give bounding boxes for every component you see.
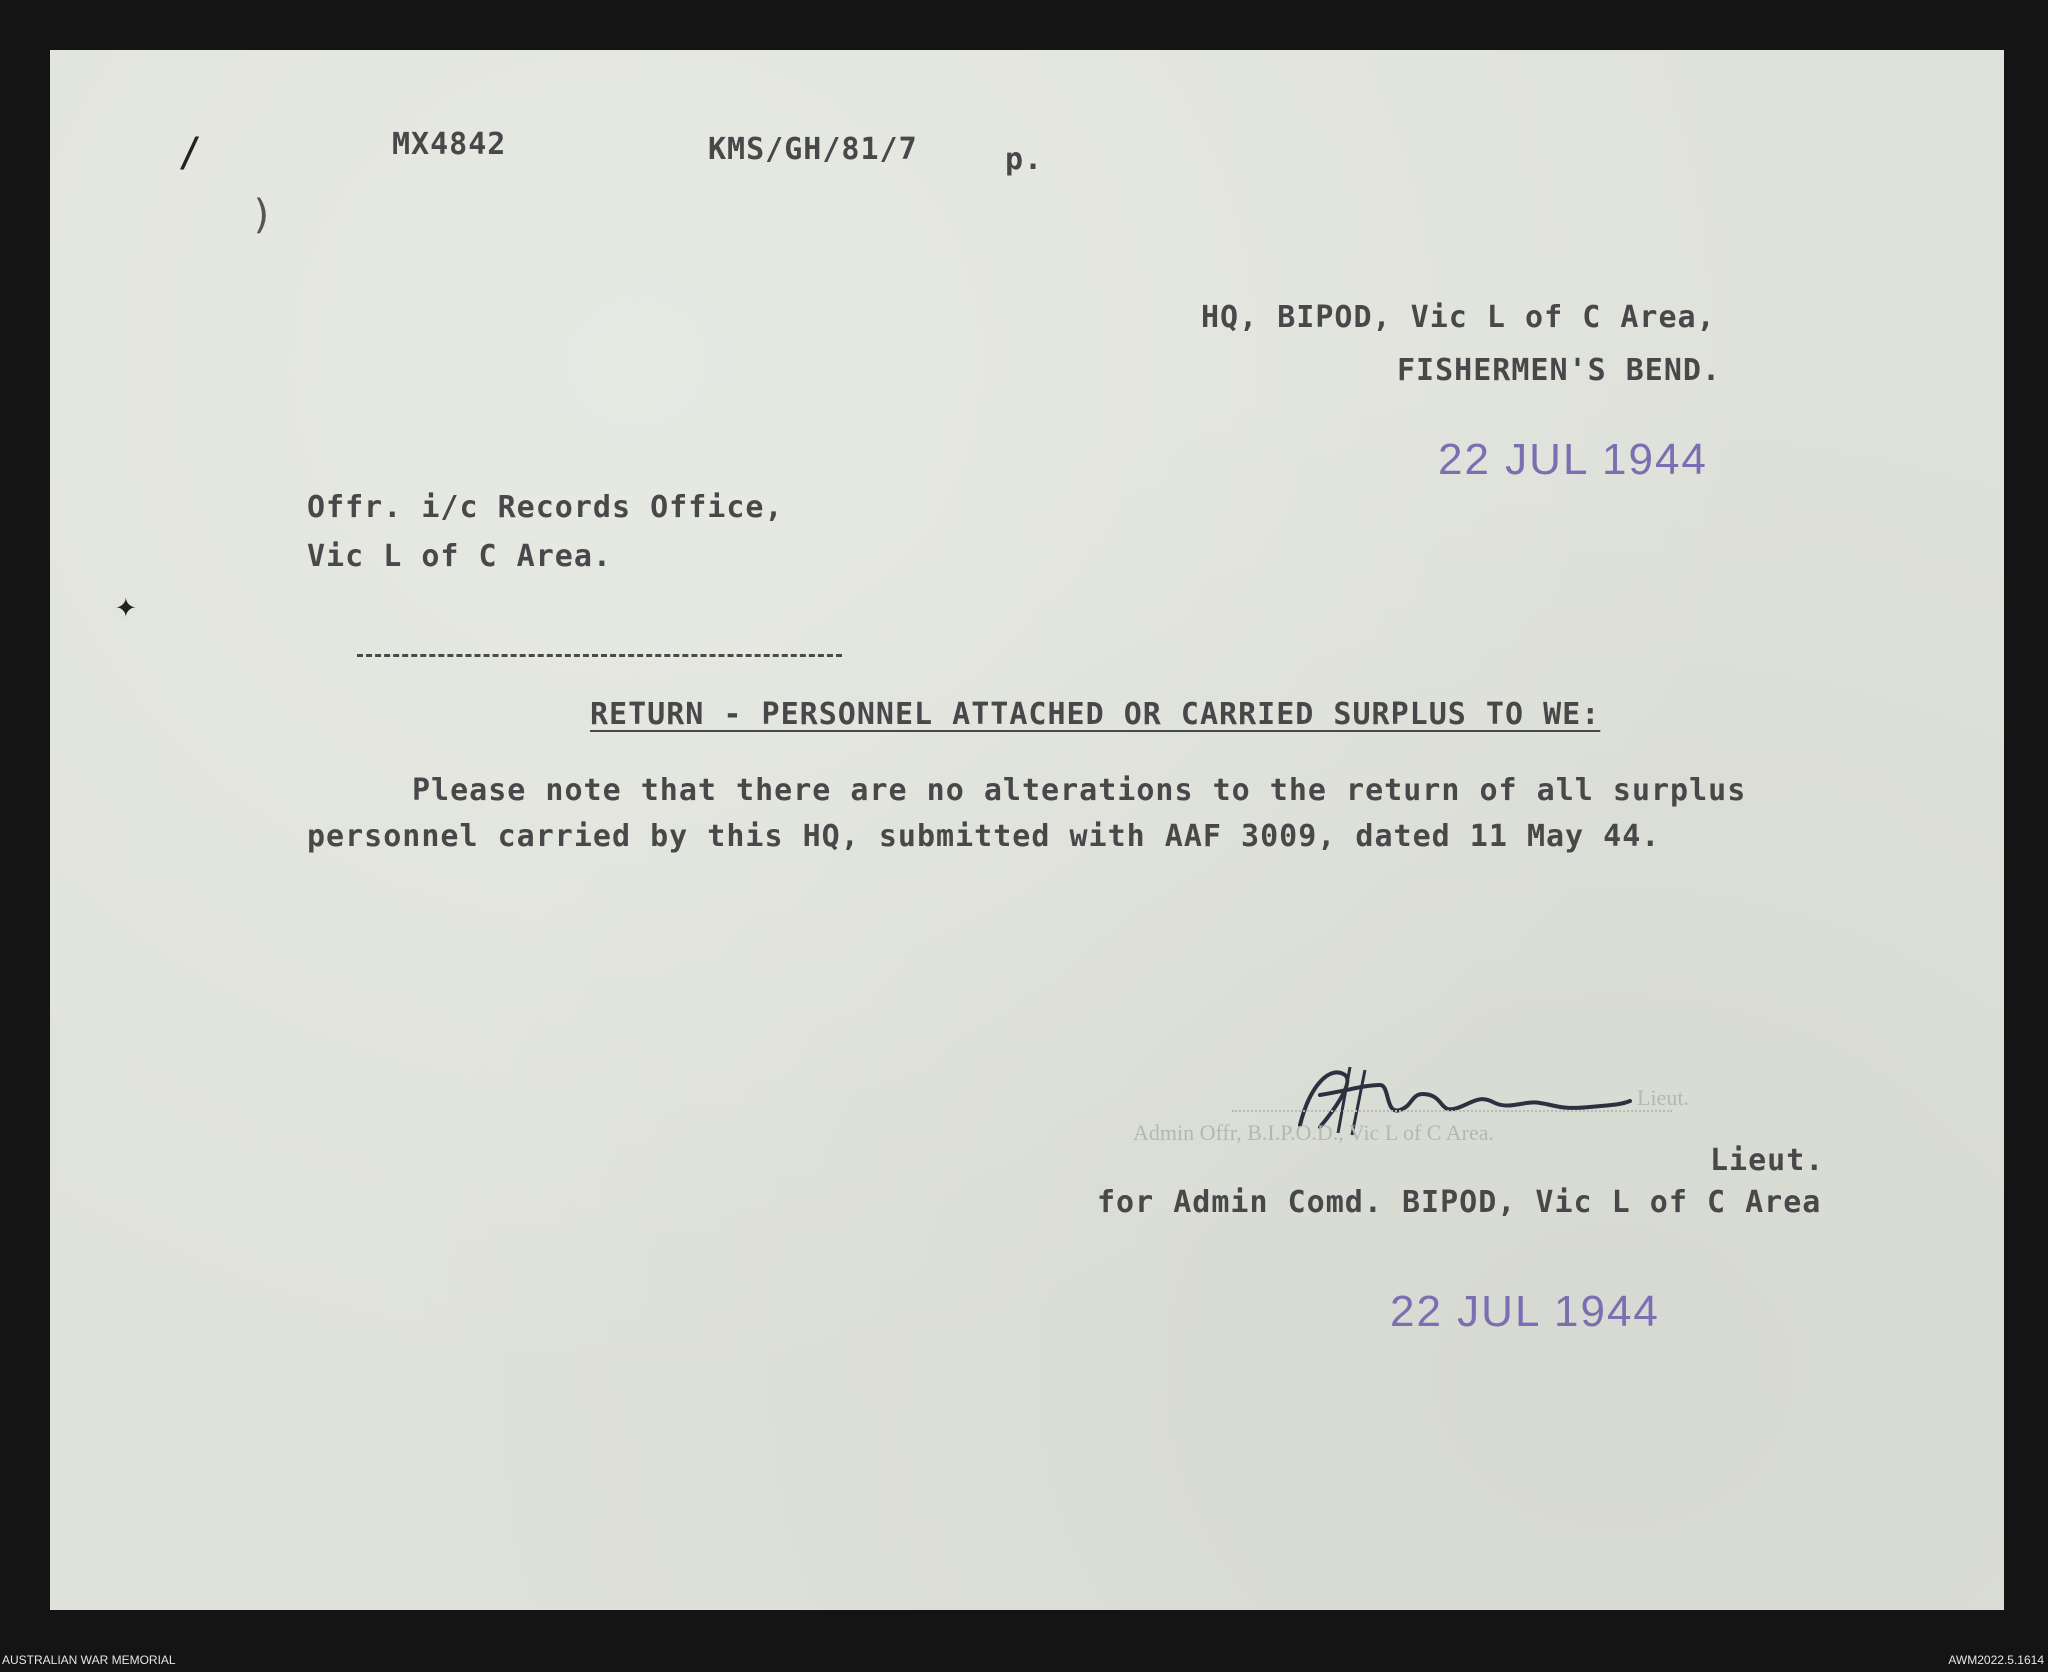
punch-hole-icon: ✦ [115, 585, 137, 626]
pencil-mark-icon: ) [250, 192, 275, 238]
signoff-rank: Lieut. [1710, 1143, 1825, 1178]
recipient-line1: Offr. i/c Records Office, [307, 490, 784, 525]
date-stamp-top: 22 JUL 1944 [1438, 435, 1708, 484]
sender-address-line2: FISHERMEN'S BEND. [1397, 353, 1722, 388]
date-stamp-bottom: 22 JUL 1944 [1390, 1287, 1660, 1336]
recipient-line2: Vic L of C Area. [307, 539, 612, 574]
file-reference: KMS/GH/81/7 [708, 132, 918, 167]
document-page [50, 50, 2004, 1610]
body-line1: Please note that there are no alterations to the return of all surplus [412, 773, 1747, 808]
divider-line [357, 654, 842, 657]
subject-heading: RETURN - PERSONNEL ATTACHED OR CARRIED SURPLUS TO WE: [590, 697, 1601, 732]
body-line2: personnel carried by this HQ, submitted with AAF 3009, dated 11 May 44. [307, 819, 1661, 854]
faded-stamp-title: Admin Offr, B.I.P.O.D., Vic L of C Area. [1133, 1120, 1494, 1145]
sender-address-line1: HQ, BIPOD, Vic L of C Area, [1201, 300, 1716, 335]
faded-stamp-rank: Lieut. [1637, 1085, 1689, 1110]
signoff-line: for Admin Comd. BIPOD, Vic L of C Area [1097, 1185, 1822, 1220]
footer-left-caption: AUSTRALIAN WAR MEMORIAL [2, 1653, 176, 1667]
pencil-mark-icon: / [178, 130, 203, 176]
footer-right-caption: AWM2022.5.1614 [1948, 1653, 2044, 1667]
page-marker: p. [1005, 142, 1044, 177]
reference-number: MX4842 [392, 127, 507, 162]
signature-dotted-line [1232, 1110, 1672, 1112]
